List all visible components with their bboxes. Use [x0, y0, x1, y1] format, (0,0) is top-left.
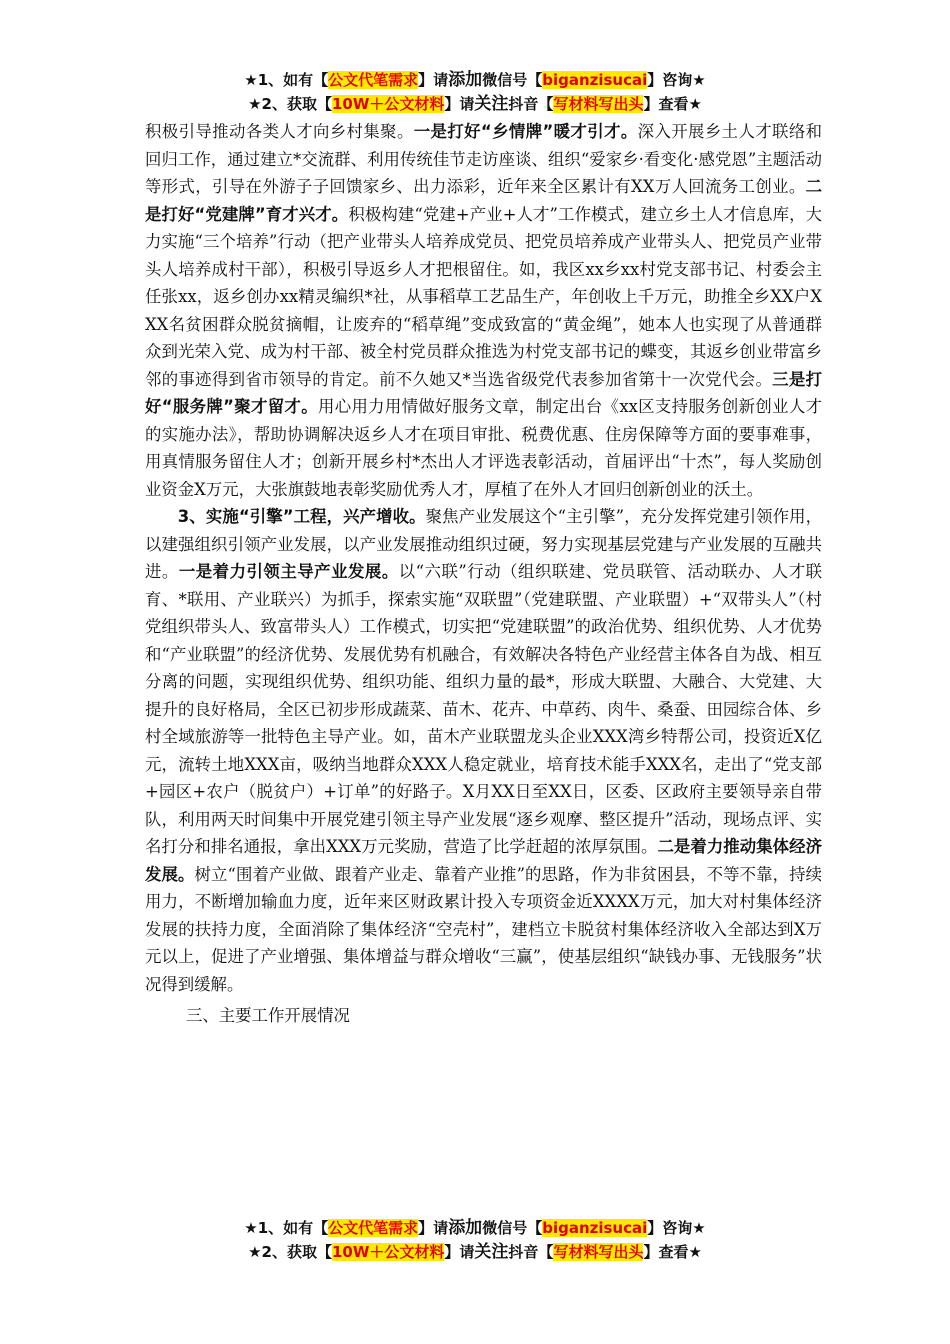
body-text: 用心用力用情做好服务文章，制定出台《xx区支持服务创新创业人才的实施办法》，帮助协调解决返乡人才在项目审批、税费优惠、住房保障等方面的要事难事，用真情服务留住人才；创新开展乡村*杰出人才评选表彰活动，首届评出“十杰”，每人奖励创业资金X万元，大张旗鼓地表彰奖励优秀人才，厚植了在外人才回归创新创业的沃土。: [145, 397, 822, 499]
body-text: 积极构建“党建+产业+人才”工作模式，建立乡土人才信息库，大力实施“三个培养”行动（把产业带头人培养成党员、把党员培养成产业带头人、把党员产业带头人培养成村干部），积极引导返乡人才把根留住。如，我区xx乡xx村党支部书记、村委会主任张xx，返乡创办xx精灵编织*社，从事稻草工艺品生产，年创收上千万元，助推全乡XX户XXX名贫困群众脱贫摘帽，让废弃的“稻草绳”变成致富的“黄金绳”，她本人也实现了从普通群众到光荣入党、成为村干部、被全村党员群众推选为村党支部书记的蝶变，其返乡创业带富乡邻的事迹得到省市领导的肯定。前不久她又*当选省级党代表参加省第十一次党代会。: [145, 204, 822, 389]
promo-emphasis: 添加: [448, 70, 483, 90]
section-title: 3、实施“引擎”工程，兴产增收。: [177, 507, 426, 526]
promo-wechat-id: biganzisucai: [542, 1219, 648, 1237]
promo-text: 微信号【: [482, 1219, 543, 1237]
paragraph-talent: [145, 118, 822, 503]
promo-text: 】请: [444, 1243, 475, 1261]
document-body: [145, 118, 822, 1030]
promo-text: ★1、如有【: [244, 1219, 329, 1237]
promo-text: 抖音【: [508, 95, 554, 113]
body-text: 积极引导推动各类人才向乡村集聚。: [145, 122, 414, 141]
promo-highlight: 10W＋公文材料: [331, 1243, 445, 1261]
promo-text: ★2、获取【: [248, 95, 332, 113]
body-text: 深入开展乡土人才联络和回归工作，通过建立*交流群、利用传统佳节走访座谈、组织“爱家乡·看变化·感党恩”主题活动等形式，引导在外游子子回馈家乡、出力添彩，近年来全区累计有XX万人回流务工创业。: [145, 122, 823, 196]
promo-text: 】查看★: [643, 1243, 702, 1261]
promo-douyin-id: 写材料写出头: [553, 95, 644, 113]
promo-text: 抖音【: [508, 1243, 554, 1261]
bold-point: 二是打好“党建牌”育才兴才。: [145, 177, 822, 224]
promo-emphasis: 关注: [474, 94, 509, 114]
heading-text: 三、主要工作开展情况: [186, 1006, 350, 1025]
promo-text: 】请: [444, 95, 475, 113]
body-text: 树立“围着产业做、跟着产业走、靠着产业推”的思路，作为非贫困县，不等不靠，持续用力，不断增加输血力度，近年来区财政累计投入专项资金近XXXX万元，加大对村集体经济发展的扶持力度，全面消除了集体经济“空壳村”，建档立卡脱贫村集体经济收入全部达到X万元以上，促进了产业增强、集体增益与群众增收“三赢”，使基层组织“缺钱办事、无钱服务”状况得到缓解。: [145, 864, 822, 994]
promo-text: 】请: [418, 1219, 449, 1237]
promo-banner-top: [0, 68, 950, 116]
promo-text: 】请: [418, 71, 449, 89]
promo-line-1: [0, 1216, 950, 1240]
promo-text: 微信号【: [482, 71, 543, 89]
section-heading: [145, 1002, 822, 1030]
promo-text: 】查看★: [643, 95, 702, 113]
promo-banner-bottom: [0, 1216, 950, 1264]
promo-highlight: 公文代笔需求: [328, 1219, 419, 1237]
bold-point: 三是打好“服务牌”聚才留才。: [145, 369, 823, 416]
bold-point: 一是打好“乡情牌”暖才引才。: [413, 122, 638, 141]
promo-emphasis: 关注: [474, 1242, 509, 1262]
promo-emphasis: 添加: [448, 1218, 483, 1238]
promo-highlight: 公文代笔需求: [328, 71, 419, 89]
promo-text: ★2、获取【: [248, 1243, 332, 1261]
promo-text: ★1、如有【: [244, 71, 329, 89]
promo-text: 】咨询★: [647, 1219, 706, 1237]
promo-text: 】咨询★: [647, 71, 706, 89]
promo-line-2: [0, 92, 950, 116]
bold-point: 一是着力引领主导产业发展。: [178, 562, 399, 581]
promo-line-2: [0, 1240, 950, 1264]
promo-douyin-id: 写材料写出头: [553, 1243, 644, 1261]
bold-point: 二是着力推动集体经济发展。: [145, 837, 822, 884]
promo-wechat-id: biganzisucai: [542, 71, 648, 89]
promo-highlight: 10W＋公文材料: [331, 95, 445, 113]
paragraph-industry: [145, 503, 822, 998]
promo-line-1: [0, 68, 950, 92]
body-text: 以“六联”行动（组织联建、党员联管、活动联办、人才联育、*联用、产业联兴）为抓手，探索实施“双联盟”（党建联盟、产业联盟）+“双带头人”（村党组织带头人、致富带头人）工作模式，切实把“党建联盟”的政治优势、组织优势、人才优势和“产业联盟”的经济优势、发展优势有机融合，有效解决各特色产业经营主体各自为战、相互分离的问题，实现组织优势、组织功能、组织力量的最*，形成大联盟、大融合、大党建、大提升的良好格局，全区已初步形成蔬菜、苗木、花卉、中草药、肉牛、桑蚕、田园综合体、乡村全域旅游等一批特色主导产业。如，苗木产业联盟龙头企业XXX湾乡特帮公司，投资近X亿元，流转土地XXX亩，吸纳当地群众XXX人稳定就业，培育技术能手XXX名，走出了“党支部+园区+农户（脱贫户）+订单”的好路子。X月XX日至XX日，区委、区政府主要领导亲自带队，利用两天时间集中开展党建引领主导产业发展“逐乡观摩、整区提升”活动，现场点评、实名打分和排名通报，拿出XXX万元奖励，营造了比学赶超的浓厚氛围。: [145, 562, 823, 856]
body-text: 聚焦产业发展这个“主引擎”，充分发挥党建引领作用，以建强组织引领产业发展，以产业发展推动组织过硬，努力实现基层党建与产业发展的互融共进。: [145, 507, 822, 581]
